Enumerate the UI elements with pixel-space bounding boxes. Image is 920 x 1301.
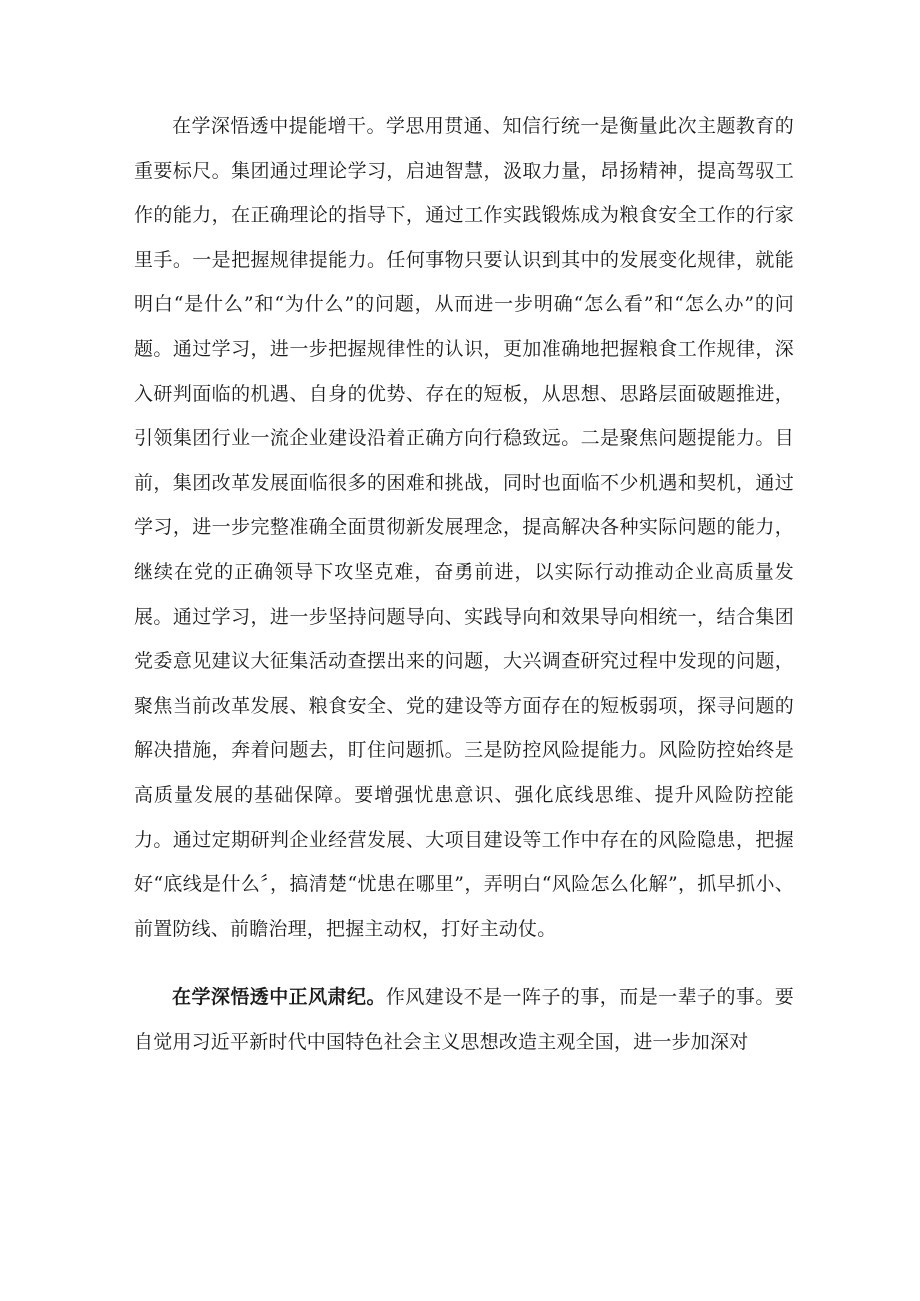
document-page [134,104,794,1064]
paragraph-lead-heading: 在学深悟透中正风肃纪。 [172,986,386,1009]
paragraph-capability [134,104,794,951]
paragraph-text: 在学深悟透中提能增干。学思用贯通、知信行统一是衡量此次主题教育的重要标尺。集团通过理论学习，启迪智慧，汲取力量，昂扬精神，提高驾驭工作的能力，在正确理论的指导下，通过工作实践锻炼成为粮食安全工作的行家里手。一是把握规律提能力。任何事物只要认识到其中的发展变化规律，就能明白“是什么”和“为什么”的问题，从而进一步明确“怎么看”和“怎么办”的问题。通过学习，进一步把握规律性的认识，更加准确地把握粮食工作规律，深入研判面临的机遇、自身的优势、存在的短板，从思想、思路层面破题推进，引领集团行业一流企业建设沿着正确方向行稳致远。二是聚焦问题提能力。目前，集团改革发展面临很多的困难和挑战，同时也面临不少机遇和契机，通过学习，进一步完整准确全面贯彻新发展理念，提高解决各种实际问题的能力，继续在党的正确领导下攻坚克难，奋勇前进，以实际行动推动企业高质量发展。通过学习，进一步坚持问题导向、实践导向和效果导向相统一，结合集团党委意见建议大征集活动查摆出来的问题，大兴调查研究过程中发现的问题，聚焦当前改革发展、粮食安全、党的建设等方面存在的短板弱项，探寻问题的解决措施，奔着问题去，盯住问题抓。三是防控风险提能力。风险防控始终是高质量发展的基础保障。要增强忧患意识、强化底线思维、提升风险防控能力。通过定期研判企业经营发展、大项目建设等工作中存在的风险隐患，把握好“底线是什么〞，搞清楚“忧患在哪里”，弄明白“风险怎么化解”，抓早抓小、前置防线、前瞻治理，把握主动权，打好主动仗。 [134,115,794,940]
paragraph-discipline [134,975,794,1064]
paragraph-text: 作风建设不是一阵子的事，而是一辈子的事。要自觉用习近平新时代中国特色社会主义思想改造主观全国，进一步加深对 [134,986,795,1053]
